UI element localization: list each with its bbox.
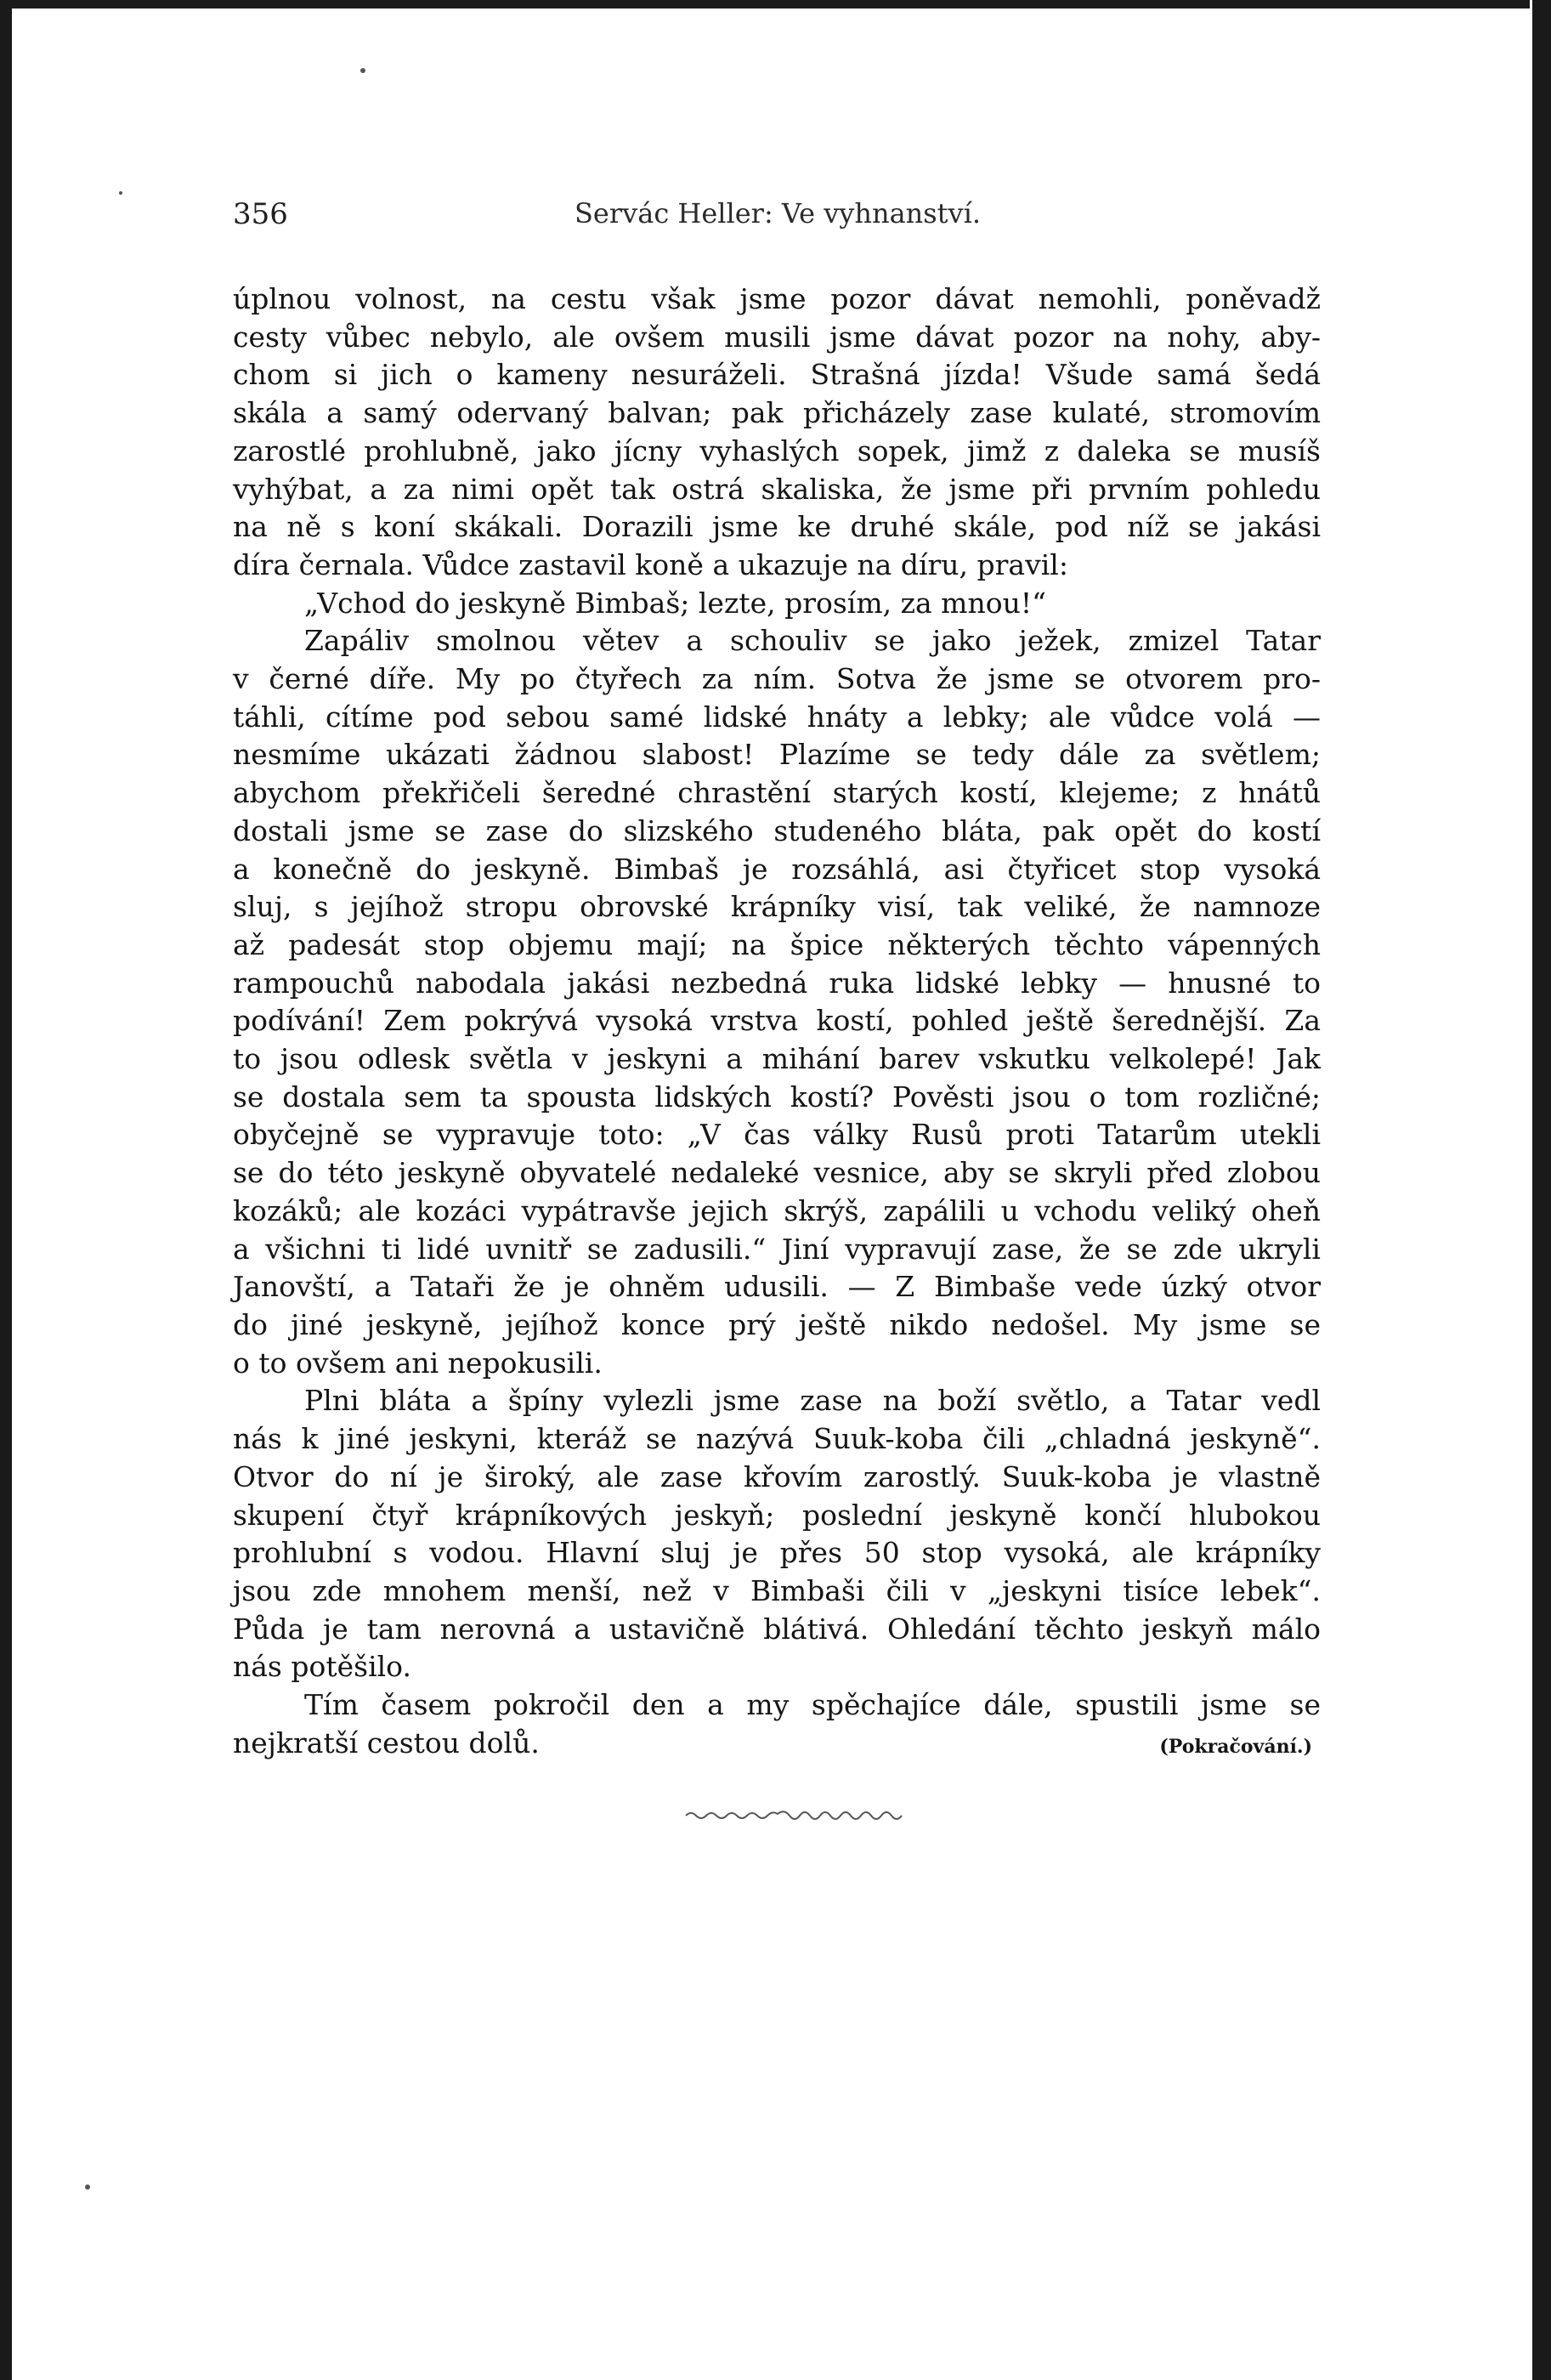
text-line: zarostlé prohlubně, jako jícny vyhaslých sopek, jimž z daleka se musíš — [233, 434, 1321, 468]
final-line-row — [233, 1725, 1321, 1766]
text-line: a konečně do jeskyně. Bimbaš je rozsáhlá, asi čtyřicet stop vysoká — [233, 852, 1321, 886]
text-line: podívání! Zem pokrývá vysoká vrstva kostí, pohled ještě šerednější. Za — [233, 1004, 1321, 1038]
running-head: Servác Heller: Ve vyhnanství. — [575, 197, 982, 230]
body-text — [233, 280, 1321, 1765]
text-line: rampouchů nabodala jakási nezbedná ruka lidské lebky — hnusné to — [233, 966, 1321, 1000]
text-line: jsou zde mnohem menší, než v Bimbaši čili v „jeskyni tisíce lebek“. — [233, 1573, 1321, 1607]
scan-speck — [360, 68, 365, 73]
text-line: Janovští, a Tataři že je ohněm udusili. — Z Bimbaše vede úzký otvor — [233, 1270, 1321, 1304]
wavy-rule-ornament — [684, 1802, 905, 1828]
text-line: v černé díře. My po čtyřech za ním. Sotva že jsme se otvorem pro- — [233, 662, 1321, 696]
text-line: skupení čtyř krápníkových jeskyň; poslední jeskyně končí hlubokou — [233, 1498, 1321, 1532]
text-line: na ně s koní skákali. Dorazili jsme ke druhé skále, pod níž se jakási — [233, 510, 1321, 544]
text-line: díra černala. Vůdce zastavil koně a ukazuje na díru, pravil: — [233, 547, 1068, 581]
scan-border-top — [0, 0, 1530, 8]
text-line: o to ovšem ani nepokusili. — [233, 1346, 603, 1380]
scan-border-left — [0, 0, 12, 2380]
text-line: Otvor do ní je široký, ale zase křovím zarostlý. Suuk-koba je vlastně — [233, 1459, 1321, 1493]
text-line: táhli, cítíme pod sebou samé lidské hnáty a lebky; ale vůdce volá — — [233, 700, 1321, 734]
text-line: abychom překřičeli šeredné chrastění starých kostí, klejeme; z hnátů — [233, 776, 1321, 810]
text-line: nás potěšilo. — [233, 1650, 411, 1684]
text-line: skála a samý odervaný balvan; pak přicházely zase kulaté, stromovím — [233, 396, 1321, 430]
text-line: úplnou volnost, na cestu však jsme pozor dávat nemohli, poněvadž — [233, 282, 1321, 315]
text-line: vyhýbat, a za nimi opět tak ostrá skaliska, že jsme při prvním pohledu — [233, 472, 1321, 506]
text-line: sluj, s jejíhož stropu obrovské krápníky visí, tak veliké, že namnoze — [233, 890, 1321, 924]
text-line: se do této jeskyně obyvatelé nedaleké vesnice, aby se skryli před zlobou — [233, 1156, 1321, 1190]
text-line: až padesát stop objemu mají; na špice některých těchto vápenných — [233, 927, 1321, 961]
text-line: Půda je tam nerovná a ustavičně blátivá. Ohledání těchto jeskyň málo — [233, 1612, 1321, 1646]
text-line: do jiné jeskyně, jejíhož konce prý ještě nikdo nedošel. My jsme se — [233, 1307, 1321, 1341]
text-line: prohlubní s vodou. Hlavní sluj je přes 50 stop vysoká, ale krápníky — [233, 1536, 1321, 1570]
text-line: se dostala sem ta spousta lidských kostí? Pověsti jsou o tom rozličné; — [233, 1080, 1321, 1114]
text-line: to jsou odlesk světla v jeskyni a mihání barev vskutku velkolepé! Jak — [233, 1042, 1321, 1076]
text-line: chom si jich o kameny nesuráželi. Strašná jízda! Všude samá šedá — [233, 358, 1321, 392]
text-line: „Vchod do jeskyně Bimbaš; lezte, prosím, za mnou!“ — [304, 586, 1046, 620]
scan-speck — [85, 2184, 90, 2190]
scan-speck — [119, 191, 122, 195]
text-line: Plni bláta a špíny vylezli jsme zase na boží světlo, a Tatar vedl — [304, 1384, 1321, 1418]
ornament-wave — [686, 1811, 902, 1819]
text-line: dostali jsme se zase do slizského studeného bláta, pak opět do kostí — [233, 813, 1321, 847]
continuation-note: (Pokračování.) — [1159, 1735, 1312, 1758]
page-number: 356 — [233, 197, 288, 231]
text-line: nesmíme ukázati žádnou slabost! Plazíme se tedy dále za světlem; — [233, 738, 1321, 772]
text-line: kozáků; ale kozáci vypátravše jejich skrýš, zapálili u vchodu veliký oheň — [233, 1193, 1321, 1227]
text-line: a všichni ti lidé uvnitř se zadusili.“ Jiní vypravují zase, že se zde ukryli — [233, 1232, 1321, 1266]
text-line: nejkratší cestou dolů. — [233, 1726, 540, 1760]
text-line: Tím časem pokročil den a my spěchajíce dále, spustili jsme se — [304, 1688, 1321, 1722]
scan-border-right — [1532, 0, 1551, 2380]
text-line: Zapáliv smolnou větev a schouliv se jako ježek, zmizel Tatar — [304, 624, 1321, 658]
text-line: obyčejně se vypravuje toto: „V čas války Rusů proti Tatarům utekli — [233, 1118, 1321, 1152]
text-line: cesty vůbec nebylo, ale ovšem musili jsme dávat pozor na nohy, aby- — [233, 320, 1321, 354]
text-line: nás k jiné jeskyni, kteráž se nazývá Suuk-koba čili „chladná jeskyně“. — [233, 1422, 1321, 1456]
